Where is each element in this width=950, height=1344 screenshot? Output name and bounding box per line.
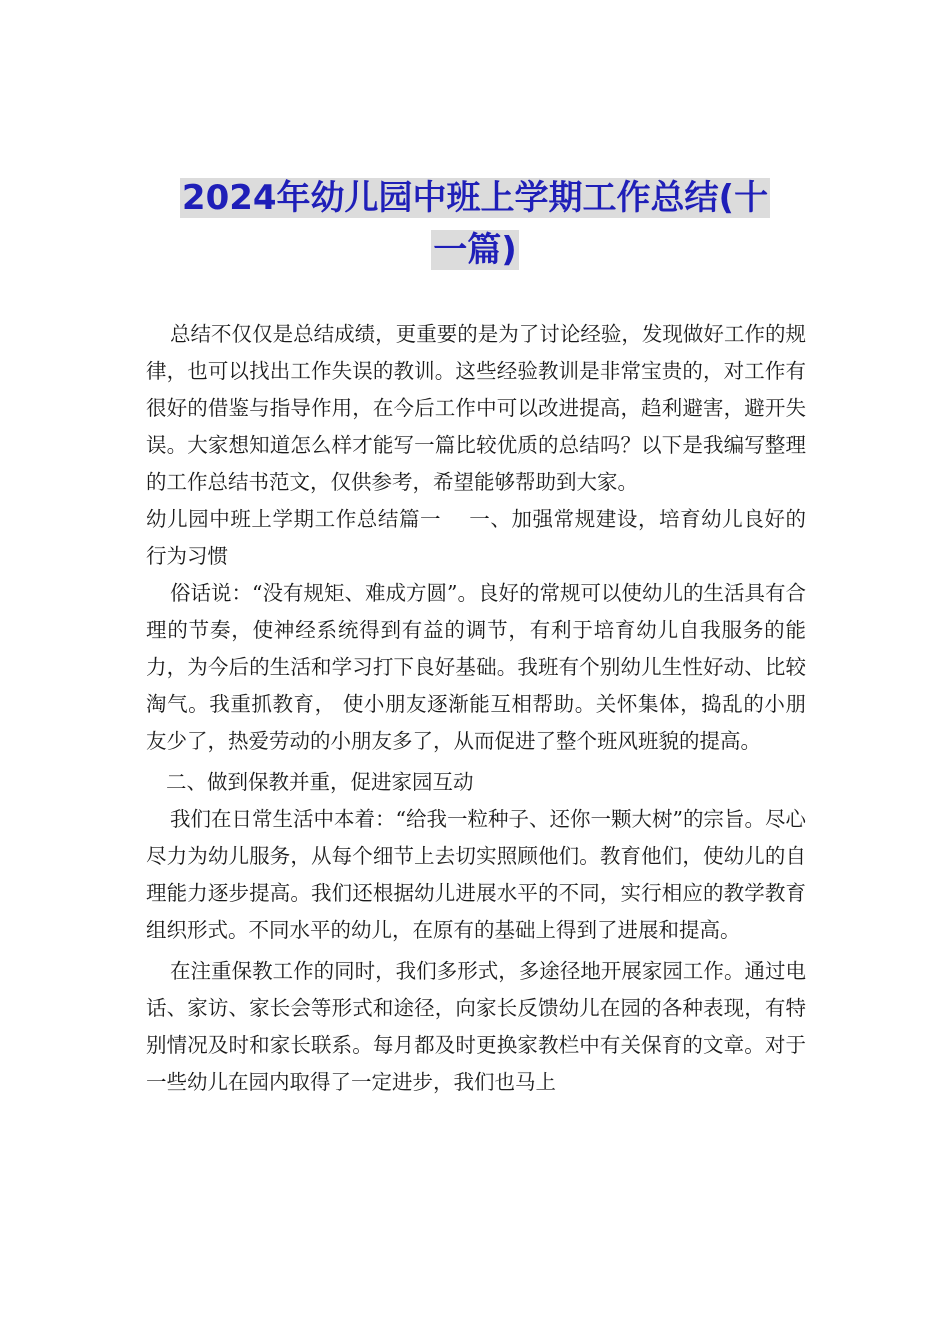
- title-line-2: 一篇): [433, 230, 517, 270]
- section-heading-2: 二、做到保教并重，促进家园互动: [166, 770, 474, 794]
- title-line-1: 2024年幼儿园中班上学期工作总结(十: [181, 178, 769, 218]
- document-body: [146, 316, 806, 1101]
- document-title: [140, 172, 810, 276]
- section-heading-1: 幼儿园中班上学期工作总结篇一 一、加强常规建设，培育幼儿良好的行为习惯: [146, 507, 806, 568]
- paragraph-routine: 俗话说：“没有规矩、难成方圆”。良好的常规可以使幼儿的生活具有合理的节奏，使神经系统得到有益的调节，有利于培育幼儿自我服务的能力，为今后的生活和学习打下良好基础。我班有个别幼儿生性好动、比较淘气。我重抓教育， 使小朋友逐渐能互相帮助。关怀集体，捣乱的小朋友少了，热爱劳动的小朋友多了，从而促进了整个班风班貌的提高。: [146, 581, 806, 753]
- intro-paragraph: 总结不仅仅是总结成绩，更重要的是为了讨论经验，发现做好工作的规律，也可以找出工作失误的教训。这些经验教训是非常宝贵的，对工作有很好的借鉴与指导作用，在今后工作中可以改进提高，趋利避害，避开失误。大家想知道怎么样才能写一篇比较优质的总结吗？以下是我编写整理的工作总结书范文，仅供参考，希望能够帮助到大家。: [146, 322, 806, 494]
- paragraph-family: 在注重保教工作的同时，我们多形式，多途径地开展家园工作。通过电话、家访、家长会等形式和途径，向家长反馈幼儿在园的各种表现，有特别情况及时和家长联系。每月都及时更换家教栏中有关保育的文章。对于一些幼儿在园内取得了一定进步，我们也马上: [146, 959, 806, 1094]
- paragraph-care: 我们在日常生活中本着：“给我一粒种子、还你一颗大树”的宗旨。尽心尽力为幼儿服务，从每个细节上去切实照顾他们。教育他们，使幼儿的自理能力逐步提高。我们还根据幼儿进展水平的不同，实行相应的教学教育组织形式。不同水平的幼儿，在原有的基础上得到了进展和提高。: [146, 807, 806, 942]
